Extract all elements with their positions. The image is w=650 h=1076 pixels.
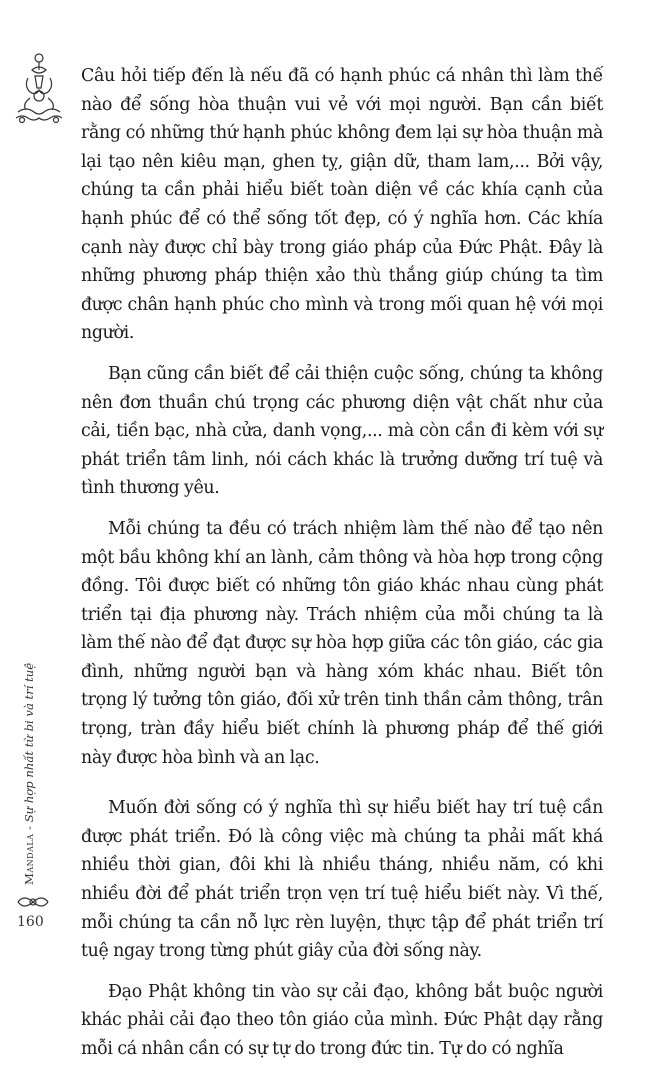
knot-ornament-icon (16, 892, 50, 912)
paragraph-3: Mỗi chúng ta đều có trách nhiệm làm thế nào để tạo nên một bầu không khí an lành, cảm thông và hòa hợp trong cộng đồng. Tôi được biết có những tôn giáo khác nhau cùng phát triển tại địa phương này. Trách nhiệm của mỗi chúng ta là làm thế nào để đạt được sự hòa hợp giữa các tôn giáo, các gia đình, những người bạn và hàng xóm khác nhau. Biết tôn trọng lý tưởng tôn giáo, đối xử trên tinh thần cảm thông, trân trọng, tràn đầy hiểu biết chính là phương pháp để thế giới này được hòa bình và an lạc. (81, 518, 603, 768)
title-separator: - (22, 822, 36, 834)
paragraph-1: Câu hỏi tiếp đến là nếu đã có hạnh phúc cá nhân thì làm thế nào để sống hòa thuận vui vẻ với mọi người. Bạn cần biết rằng có những thứ hạnh phúc không đem lại sự hòa thuận mà lại tạo nên kiêu mạn, ghen tỵ, giận dữ, tham lam,... Bởi vậy, chúng ta cần phải hiểu biết toàn diện về các khía cạnh của hạnh phúc để có thể sống tốt đẹp, có ý nghĩa hơn. Các khía cạnh này được chỉ bày trong giáo pháp của Đức Phật. Đây là những phương pháp thiện xảo thù thắng giúp chúng ta tìm được chân hạnh phúc cho mình và trong mối quan hệ với mọi người. (81, 66, 603, 344)
series-name: Mandala (22, 833, 36, 885)
book-title: Sự hợp nhất từ bi và trí tuệ (22, 662, 36, 823)
paragraph-2: Bạn cũng cần biết để cải thiện cuộc sống, chúng ta không nên đơn thuần chú trọng các phương diện vật chất như của cải, tiền bạc, nhà cửa, danh vọng,... mà còn cần đi kèm với sự phát triển tâm linh, nói cách khác là trưởng dưỡng trí tuệ và tình thương yêu. (81, 363, 603, 499)
page-body-text (81, 62, 603, 1076)
running-title (22, 645, 36, 885)
vajra-ornament-icon (10, 48, 68, 128)
page-number: 160 (17, 914, 44, 930)
paragraph-4: Muốn đời sống có ý nghĩa thì sự hiểu biết hay trí tuệ cần được phát triển. Đó là công việc mà chúng ta phải mất khá nhiều thời gian, đôi khi là nhiều tháng, nhiều năm, có khi nhiều đời để phát triển trọn vẹn trí tuệ hiểu biết này. Vì thế, mỗi chúng ta cần nỗ lực rèn luyện, thực tập để phát triển trí tuệ ngay trong từng phút giây của đời sống này. (81, 798, 603, 962)
paragraph-5: Đạo Phật không tin vào sự cải đạo, không bắt buộc người khác phải cải đạo theo tôn giáo của mình. Đức Phật dạy rằng mỗi cá nhân cần có sự tự do trong đức tin. Tự do có nghĩa (81, 981, 603, 1059)
